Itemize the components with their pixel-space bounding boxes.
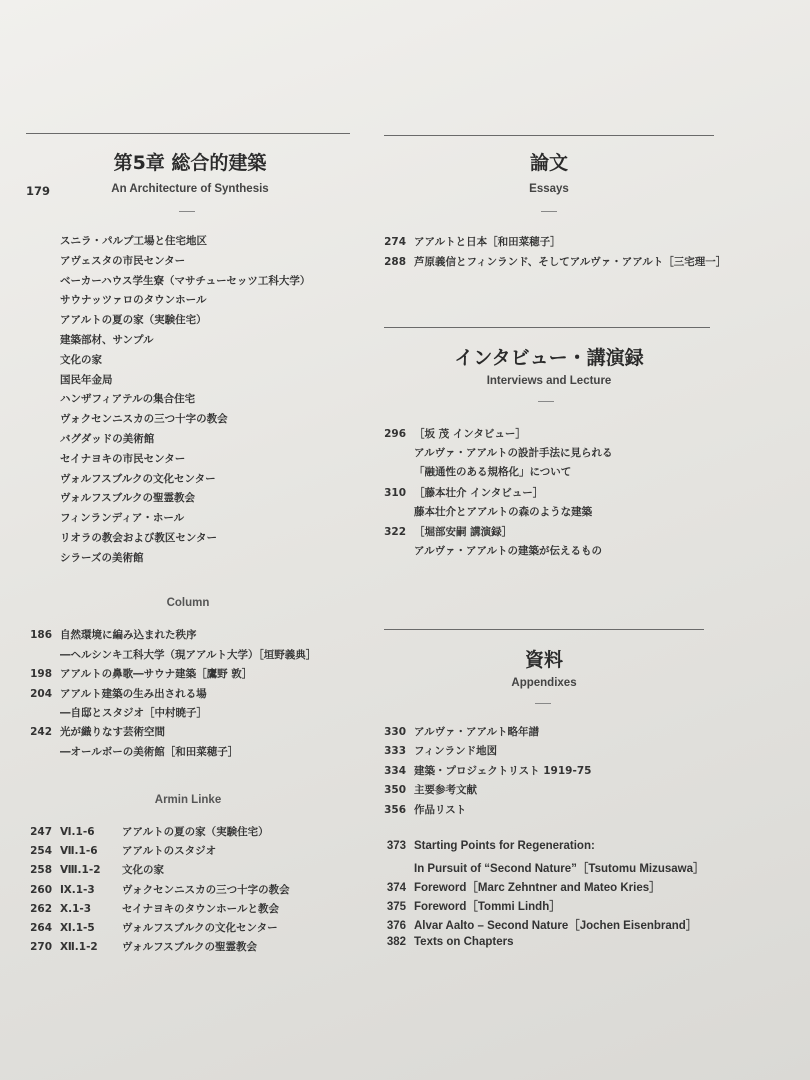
interview-entry-296-line: アルヴァ・アアルトの設計手法に見られる [414,447,613,459]
list-item: バグダッドの美術館 [60,432,155,445]
essays-rule [384,135,714,136]
column-entry-198: 198 アアルトの鼻歌―サウナ建築［鷹野 敦］ [30,668,253,680]
interviews-title-en: Interviews and Lecture [486,375,612,387]
list-item: ヴォルフスブルクの聖霊教会 [60,492,196,505]
appendix-rule [384,629,704,630]
interviews-divider [538,401,554,402]
interview-entry-322: 322 ［堀部安嗣 講演録］ [384,526,513,538]
column-entry-204: 204 アアルト建築の生み出される場 [30,688,207,700]
english-entry-373-cont: In Pursuit of “Second Nature”［Tsutomu Mizusawa］ [414,863,705,875]
list-item: リオラの教会および教区センター [60,531,217,544]
appendix-title-en: Appendixes [511,677,577,689]
interview-entry-310: 310 ［藤本壮介 インタビュー］ [384,487,544,499]
list-item: 文化の家 [60,353,102,366]
list-item: ベーカーハウス学生寮（マサチューセッツ工科大学） [60,274,311,287]
english-entry-376: 376 Alvar Aalto – Second Nature［Jochen Eisenbrand］ [386,920,698,932]
list-item: ヴォクセンニスカの三つ十字の教会 [60,413,228,426]
list-item: 国民年金局 [60,373,113,386]
column-entry-242-cont: ―オールボーの美術館［和田菜穂子］ [60,746,239,758]
interview-entry-296-line: 「融通性のある規格化」について [414,466,572,478]
interviews-rule [384,327,710,328]
chapter-title-ja: 第5章 総合的建築 [113,152,267,174]
interview-entry-322-line: アルヴァ・アアルトの建築が伝えるもの [414,545,603,557]
photo-entry: 262 Ⅹ.1-3 セイナヨキのタウンホールと教会 [30,903,279,915]
interview-entry-296: 296 ［坂 茂 インタビュー］ [384,428,526,440]
photo-entry: 258 Ⅷ.1-2 文化の家 [30,864,164,876]
column-entry-204-cont: ―自邸とスタジオ［中村暁子］ [60,707,207,719]
appendix-title-ja: 資料 [524,649,563,671]
list-item: シラーズの美術館 [60,551,144,564]
interview-entry-310-line: 藤本壮介とアアルトの森のような建築 [414,506,593,518]
photo-entry: 254 Ⅶ.1-6 アアルトのスタジオ [30,845,217,857]
photo-section-label: Armin Linke [154,794,222,806]
essays-title-en: Essays [529,183,569,195]
photo-entry: 247 Ⅵ.1-6 アアルトの夏の家（実験住宅） [30,826,269,838]
english-entry-375: 375 Foreword［Tommi Lindh］ [386,901,561,913]
list-item: 建築部材、サンプル [60,333,154,346]
photo-entry: 264 Ⅺ.1-5 ヴォルフスブルクの文化センター [30,922,278,934]
chapter-page-number: 179 [26,184,51,198]
column-entry-186: 186 自然環境に編み込まれた秩序 [30,629,197,641]
appendix-entry: 330 アルヴァ・アアルト略年譜 [384,726,540,738]
appendix-entry: 350 主要参考文献 [384,784,477,796]
essay-entry: 288 芦原義信とフィンランド、そしてアルヴァ・アアルト［三宅理一］ [384,256,727,268]
chapter-title-en: An Architecture of Synthesis [111,183,269,195]
photo-entry: 260 Ⅸ.1-3 ヴォクセンニスカの三つ十字の教会 [30,884,290,896]
appendix-entry: 333 フィンランド地図 [384,745,498,757]
interviews-title-ja: インタビュー・講演録 [454,347,644,369]
essay-entry: 274 アアルトと日本［和田菜穂子］ [384,236,561,248]
essays-divider [541,211,557,212]
english-entry-382: 382 Texts on Chapters [386,936,514,948]
column-entry-242: 242 光が織りなす芸術空間 [30,726,165,738]
building-list [60,232,310,569]
appendix-divider [535,703,551,704]
appendix-entry: 356 作品リスト [384,804,467,816]
chapter-divider [179,211,195,212]
list-item: アヴェスタの市民センター [60,254,186,267]
appendix-entry: 334 建築・プロジェクトリスト 1919-75 [384,765,592,777]
english-entry-373: 373 Starting Points for Regeneration: [386,840,595,852]
left-top-rule [26,133,350,134]
essays-title-ja: 論文 [529,152,568,174]
list-item: スニラ・パルプ工場と住宅地区 [60,235,207,247]
list-item: セイナヨキの市民センター [60,452,186,465]
column-section-label: Column [166,597,210,609]
list-item: ハンザフィアテルの集合住宅 [60,393,196,406]
list-item: アアルトの夏の家（実験住宅） [60,314,207,327]
list-item: サウナッツァロのタウンホール [60,294,207,307]
photo-entry: 270 Ⅻ.1-2 ヴォルフスブルクの聖霊教会 [30,941,258,953]
english-entry-374: 374 Foreword［Marc Zehntner and Mateo Kries］ [386,882,661,894]
list-item: ヴォルフスブルクの文化センター [60,472,216,485]
list-item: フィンランディア・ホール [60,512,185,525]
column-entry-186-cont: ―ヘルシンキ工科大学（現アアルト大学）［垣野義典］ [60,649,317,661]
